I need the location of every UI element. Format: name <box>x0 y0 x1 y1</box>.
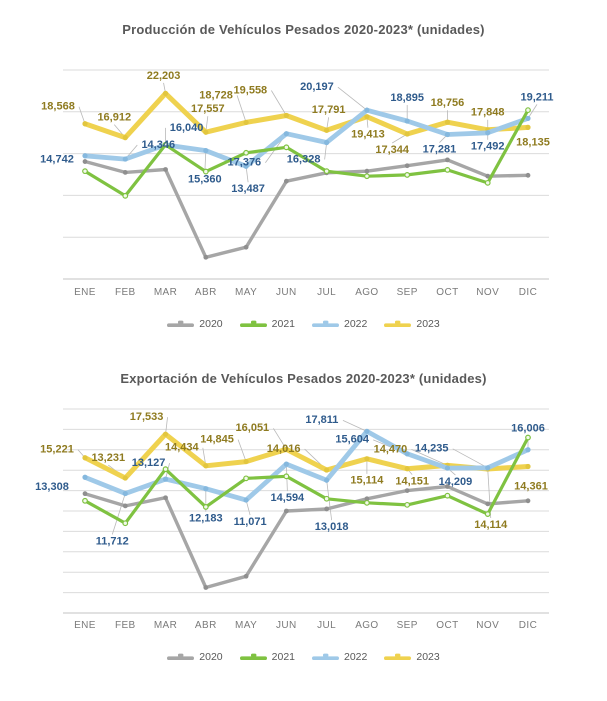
data-label-2022: 13,487 <box>231 183 265 196</box>
data-point-marker <box>445 168 450 173</box>
data-label-2023: 14,470 <box>373 443 408 456</box>
legend-line-swatch-2023 <box>384 652 411 662</box>
data-point-marker <box>324 496 329 501</box>
data-point-marker <box>204 464 208 468</box>
production-chart <box>40 70 553 279</box>
production-legend-item-2021 <box>240 318 295 330</box>
data-point-marker <box>163 91 167 95</box>
data-label-2023: 17,791 <box>311 104 346 117</box>
export-legend-item-2020 <box>167 651 222 663</box>
data-point-marker <box>83 492 87 496</box>
data-label-2023: 14,151 <box>395 475 430 488</box>
data-label-2022: 14,346 <box>141 138 176 151</box>
data-point-marker <box>83 169 88 174</box>
data-label-2023: 15,114 <box>350 474 384 487</box>
data-point-marker <box>526 448 530 452</box>
legend-line-swatch-2020 <box>167 319 194 329</box>
data-point-marker <box>526 116 530 120</box>
data-point-marker <box>123 170 127 174</box>
production-month-nov: NOV <box>476 287 500 298</box>
export-month-sep: SEP <box>396 620 418 631</box>
production-month-abr: ABR <box>194 287 217 298</box>
legend-swatch-marker <box>178 654 183 657</box>
export-month-abr: ABR <box>194 620 217 631</box>
data-point-marker <box>204 148 208 152</box>
data-label-2022: 17,492 <box>470 140 505 153</box>
data-label-2022: 14,742 <box>40 153 74 166</box>
legend-swatch-marker <box>395 654 400 657</box>
data-label-2023: 14,845 <box>200 433 234 446</box>
data-point-marker <box>405 466 409 470</box>
data-point-marker <box>244 120 248 124</box>
export-month-ene: ENE <box>74 620 96 631</box>
data-point-marker <box>324 468 328 472</box>
production-month-dic: DIC <box>518 287 538 298</box>
data-point-marker <box>365 108 369 112</box>
data-label-2022: 19,211 <box>520 91 554 104</box>
legend-line-swatch-2021 <box>240 319 267 329</box>
data-label-2023: 17,557 <box>190 103 225 116</box>
label-leader-line <box>79 107 85 124</box>
data-label-2022: 20,197 <box>300 81 334 94</box>
label-leader-line <box>112 494 125 535</box>
data-point-marker <box>485 181 490 186</box>
legend-swatch-marker <box>251 654 256 657</box>
data-label-2023: 19,413 <box>351 128 385 141</box>
data-point-marker <box>324 478 328 482</box>
data-point-marker <box>486 466 490 470</box>
legend-label-2023: 2023 <box>416 318 440 330</box>
data-point-marker <box>405 173 410 178</box>
data-label-2022: 14,594 <box>270 492 305 505</box>
data-point-marker <box>244 498 248 502</box>
export-month-jul: JUL <box>317 620 337 631</box>
data-label-2023: 17,344 <box>375 143 410 156</box>
data-point-marker <box>526 108 531 113</box>
data-point-marker <box>204 255 208 259</box>
data-label-2022: 12,183 <box>188 512 223 525</box>
label-leader-line <box>237 95 246 122</box>
data-label-2022: 13,308 <box>35 481 69 494</box>
data-label-2022: 11,071 <box>233 515 267 528</box>
production-chart-title: Producción de Vehículos Pesados 2020-2023* (unidades) <box>122 22 485 37</box>
production-legend-item-2023 <box>384 318 439 330</box>
data-point-marker <box>83 154 87 158</box>
data-point-marker <box>485 512 490 517</box>
data-point-marker <box>244 150 249 155</box>
data-point-marker <box>325 507 329 511</box>
data-point-marker <box>204 487 208 491</box>
production-month-ene: ENE <box>74 287 96 298</box>
legend-label-2021: 2021 <box>271 318 295 330</box>
data-point-marker <box>204 586 208 590</box>
data-point-marker <box>445 120 449 124</box>
data-label-2023: 14,434 <box>164 441 199 454</box>
data-label-2023: 16,051 <box>235 422 270 435</box>
data-point-marker <box>123 157 127 161</box>
data-point-marker <box>284 132 288 136</box>
data-point-marker <box>405 503 410 508</box>
legend-swatch-marker <box>251 321 256 324</box>
data-point-marker <box>123 194 128 199</box>
data-point-marker <box>445 466 449 470</box>
data-label-2023: 19,558 <box>233 84 268 97</box>
export-month-dic: DIC <box>518 620 538 631</box>
production-month-ago: AGO <box>355 287 379 298</box>
data-label-2022: 13,127 <box>131 457 166 470</box>
data-point-marker <box>365 115 369 119</box>
data-point-marker <box>284 145 289 150</box>
data-point-marker <box>164 167 168 171</box>
data-label-2023: 18,728 <box>199 89 233 102</box>
data-point-marker <box>83 122 87 126</box>
data-point-marker <box>123 135 127 139</box>
data-label-2023: 22,203 <box>146 69 181 82</box>
production-month-may: MAY <box>235 287 258 298</box>
production-legend-item-2020 <box>167 318 222 330</box>
export-chart <box>35 409 549 613</box>
data-point-marker <box>526 499 530 503</box>
legend-swatch-marker <box>178 321 183 324</box>
data-label-2022: 16,328 <box>286 153 321 166</box>
export-month-mar: MAR <box>153 620 178 631</box>
production-month-oct: OCT <box>436 287 459 298</box>
legend-label-2022: 2022 <box>344 318 368 330</box>
data-point-marker <box>83 456 87 460</box>
data-label-2022: 14,235 <box>414 442 449 455</box>
data-label-2022: 15,360 <box>187 173 222 186</box>
export-month-jun: JUN <box>276 620 297 631</box>
legend-swatch-marker <box>395 321 400 324</box>
data-label-2022: 17,811 <box>305 414 339 427</box>
export-legend-item-2022 <box>312 651 367 663</box>
data-point-marker <box>204 505 209 510</box>
data-point-marker <box>445 493 450 498</box>
production-month-sep: SEP <box>396 287 418 298</box>
export-chart-title: Exportación de Vehículos Pesados 2020-2023* (unidades) <box>120 371 487 386</box>
data-point-marker <box>244 459 248 463</box>
production-gridlines <box>63 70 549 279</box>
legend-line-swatch-2022 <box>312 319 339 329</box>
export-month-feb: FEB <box>114 620 136 631</box>
data-point-marker <box>365 501 370 506</box>
legend-swatch-marker <box>323 321 328 324</box>
data-label-2023: 14,016 <box>266 442 301 455</box>
data-point-marker <box>486 131 490 135</box>
data-point-marker <box>284 113 288 117</box>
data-label-2023: 18,756 <box>430 97 465 110</box>
label-leader-line <box>238 440 246 462</box>
legend-swatch-marker <box>323 654 328 657</box>
data-label-2023: 14,361 <box>514 480 548 493</box>
production-month-feb: FEB <box>114 287 136 298</box>
export-legend <box>0 651 607 663</box>
data-point-marker <box>163 477 167 481</box>
data-point-marker <box>244 476 249 481</box>
data-label-2023: 13,231 <box>91 451 126 464</box>
data-label-2022: 17,376 <box>227 156 262 169</box>
data-label-2023: 15,221 <box>40 443 74 456</box>
data-point-marker <box>244 574 248 578</box>
data-label-2022: 16,040 <box>169 121 204 134</box>
data-point-marker <box>526 464 530 468</box>
data-point-marker <box>526 125 530 129</box>
data-label-2023: 18,568 <box>41 100 75 113</box>
data-point-marker <box>83 475 87 479</box>
production-month-jun: JUN <box>276 287 297 298</box>
data-label-2022: 16,006 <box>511 422 545 435</box>
data-point-marker <box>405 489 409 493</box>
production-series-2020 <box>83 158 530 259</box>
data-point-marker <box>445 158 449 162</box>
data-label-2023: 18,135 <box>516 136 550 149</box>
legend-line-swatch-2020 <box>167 652 194 662</box>
data-point-marker <box>324 128 328 132</box>
data-label-2022: 13,018 <box>314 521 349 534</box>
data-point-marker <box>123 491 127 495</box>
legend-line-swatch-2023 <box>384 319 411 329</box>
data-point-marker <box>445 132 449 136</box>
export-month-ago: AGO <box>355 620 379 631</box>
data-point-marker <box>324 140 328 144</box>
legend-line-swatch-2021 <box>240 652 267 662</box>
data-point-marker <box>83 160 87 164</box>
export-month-nov: NOV <box>476 620 500 631</box>
data-point-marker <box>123 476 127 480</box>
data-point-marker <box>405 164 409 168</box>
data-point-marker <box>526 435 531 440</box>
export-series-2020 <box>83 485 530 590</box>
data-point-marker <box>204 130 208 134</box>
data-point-marker <box>244 245 248 249</box>
data-point-marker <box>284 474 289 479</box>
legend-line-swatch-2022 <box>312 652 339 662</box>
production-month-jul: JUL <box>317 287 337 298</box>
production-legend <box>0 318 607 330</box>
data-point-marker <box>123 504 127 508</box>
production-month-mar: MAR <box>153 287 178 298</box>
export-month-oct: OCT <box>436 620 459 631</box>
data-point-marker <box>83 499 88 504</box>
data-point-marker <box>365 457 369 461</box>
data-point-marker <box>284 462 288 466</box>
production-legend-item-2022 <box>312 318 367 330</box>
legend-label-2020: 2020 <box>199 651 223 663</box>
legend-label-2022: 2022 <box>344 651 368 663</box>
legend-label-2020: 2020 <box>199 318 223 330</box>
data-point-marker <box>284 179 288 183</box>
data-label-2022: 15,604 <box>335 433 370 446</box>
data-point-marker <box>324 169 329 174</box>
data-point-marker <box>405 132 409 136</box>
data-label-2022: 17,281 <box>422 143 457 156</box>
data-label-2023: 17,533 <box>129 411 164 424</box>
legend-label-2021: 2021 <box>271 651 295 663</box>
export-month-may: MAY <box>235 620 258 631</box>
data-point-marker <box>163 432 167 436</box>
data-point-marker <box>284 509 288 513</box>
data-label-2022: 14,209 <box>438 475 473 488</box>
data-point-marker <box>123 521 128 526</box>
data-label-2023: 16,912 <box>97 111 132 124</box>
data-point-marker <box>164 496 168 500</box>
data-label-2023: 17,848 <box>470 106 505 119</box>
export-legend-item-2021 <box>240 651 295 663</box>
data-point-marker <box>486 502 490 506</box>
data-label-2023: 14,114 <box>474 518 508 531</box>
data-label-2022: 11,712 <box>95 535 129 548</box>
data-point-marker <box>365 169 369 173</box>
data-point-marker <box>365 174 370 179</box>
data-label-2022: 18,895 <box>390 91 425 104</box>
data-point-marker <box>405 119 409 123</box>
export-legend-item-2023 <box>384 651 439 663</box>
legend-label-2023: 2023 <box>416 651 440 663</box>
data-point-marker <box>526 173 530 177</box>
